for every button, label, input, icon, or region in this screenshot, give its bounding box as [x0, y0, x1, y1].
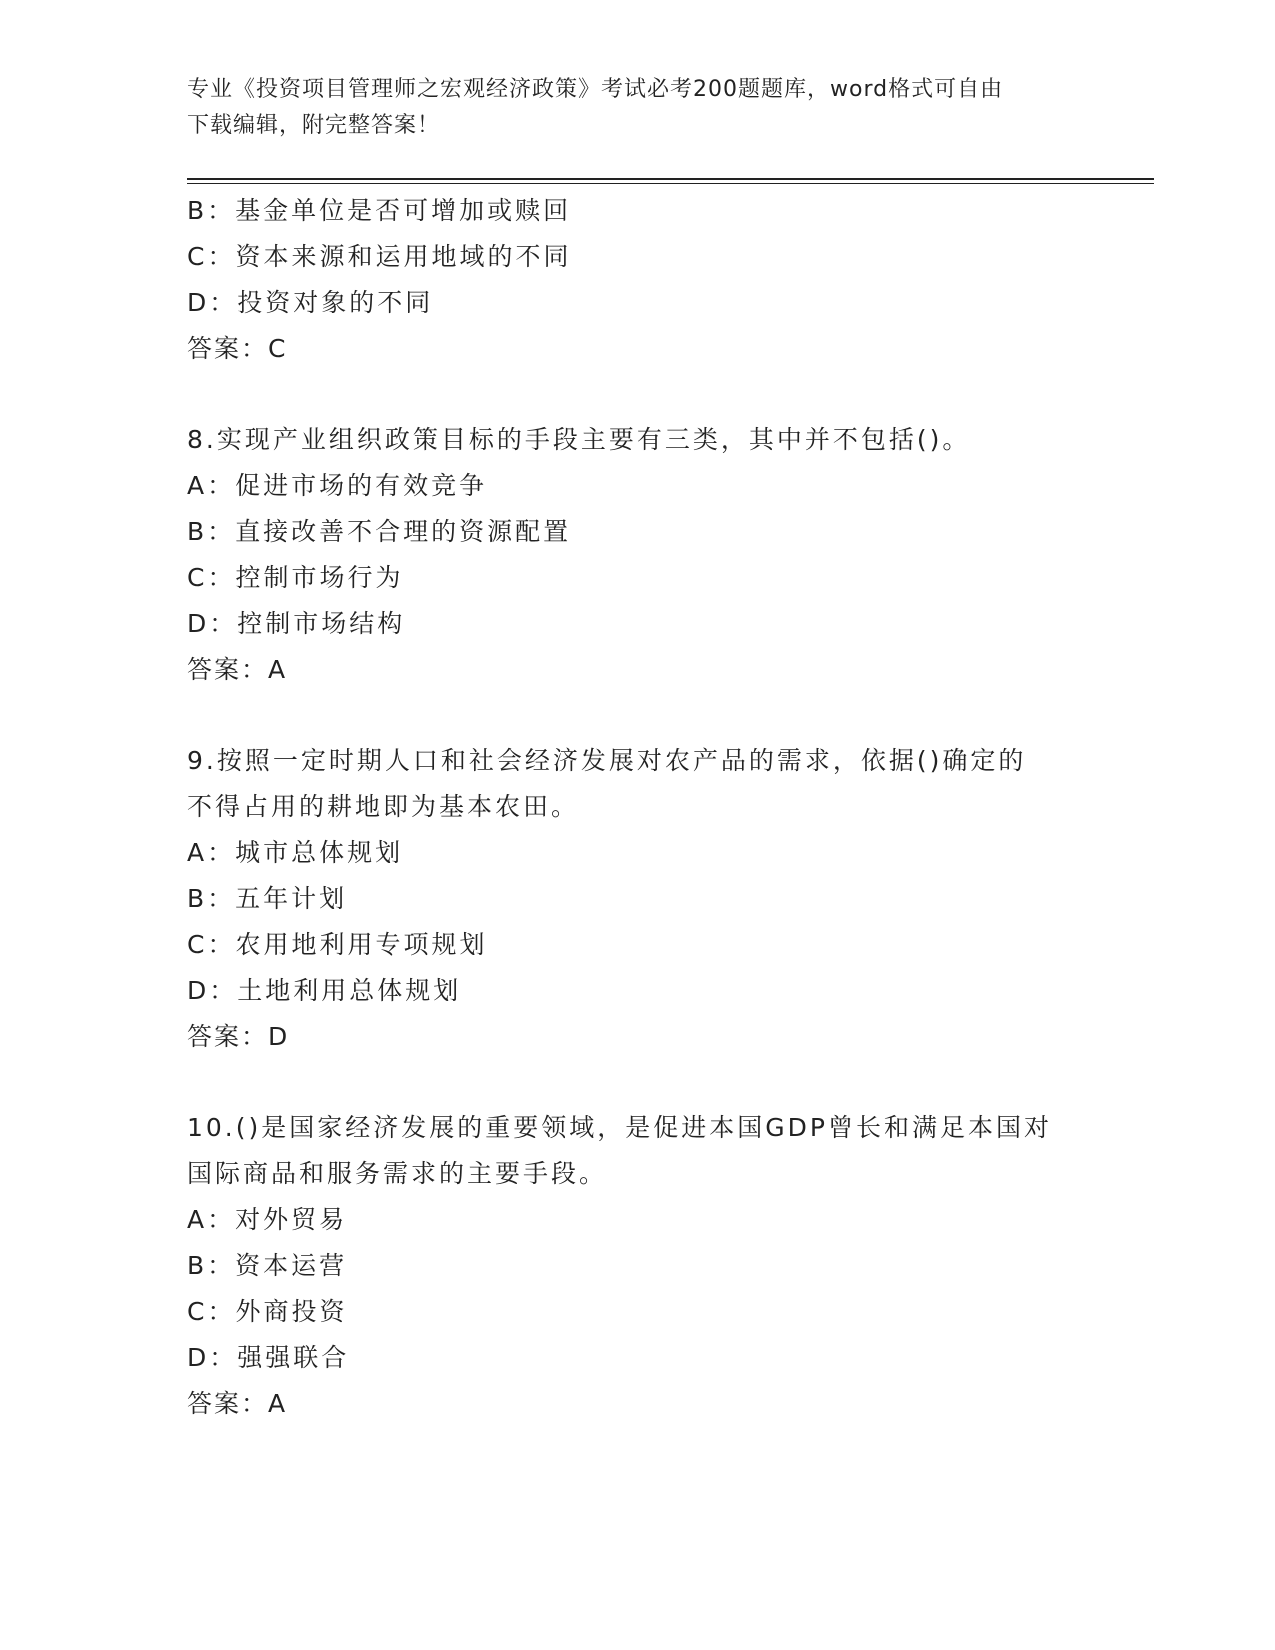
question-8 [187, 417, 1087, 693]
header-rule-top [187, 178, 1154, 180]
question-stem-line-1: 9.按照一定时期人口和社会经济发展对农产品的需求，依据()确定的 [187, 746, 1027, 775]
question-content [187, 188, 1087, 1427]
question-stem-line-2: 不得占用的耕地即为基本农田。 [187, 792, 580, 821]
header-line-1: 专业《投资项目管理师之宏观经济政策》考试必考200题题库，word格式可自由 [187, 77, 1004, 102]
document-header [187, 72, 1067, 144]
option-a: A：促进市场的有效竞争 [187, 471, 488, 500]
question-stem-line-2: 国际商品和服务需求的主要手段。 [187, 1159, 608, 1188]
option-a: A：对外贸易 [187, 1205, 348, 1234]
question-9 [187, 738, 1087, 1060]
option-c: C：资本来源和运用地域的不同 [187, 242, 572, 271]
answer: 答案：A [187, 1389, 288, 1418]
option-d: D：控制市场结构 [187, 609, 406, 638]
option-c: C：控制市场行为 [187, 563, 404, 592]
question-stem: 8.实现产业组织政策目标的手段主要有三类，其中并不包括()。 [187, 425, 971, 454]
option-d: D：强强联合 [187, 1343, 350, 1372]
header-line-2: 下载编辑，附完整答案！ [187, 113, 441, 138]
option-b: B：直接改善不合理的资源配置 [187, 517, 572, 546]
option-d: D：投资对象的不同 [187, 288, 434, 317]
answer: 答案：C [187, 334, 288, 363]
carryover-question [187, 188, 1087, 372]
header-rule-bottom [187, 183, 1154, 184]
answer: 答案：A [187, 655, 288, 684]
option-b: B：基金单位是否可增加或赎回 [187, 196, 572, 225]
option-b: B：五年计划 [187, 884, 348, 913]
answer: 答案：D [187, 1022, 290, 1051]
option-a: A：城市总体规划 [187, 838, 404, 867]
option-c: C：农用地利用专项规划 [187, 930, 488, 959]
option-c: C：外商投资 [187, 1297, 348, 1326]
option-d: D：土地利用总体规划 [187, 976, 462, 1005]
question-stem-line-1: 10.()是国家经济发展的重要领域，是促进本国GDP曾长和满足本国对 [187, 1113, 1052, 1142]
option-b: B：资本运营 [187, 1251, 348, 1280]
question-10 [187, 1105, 1087, 1427]
